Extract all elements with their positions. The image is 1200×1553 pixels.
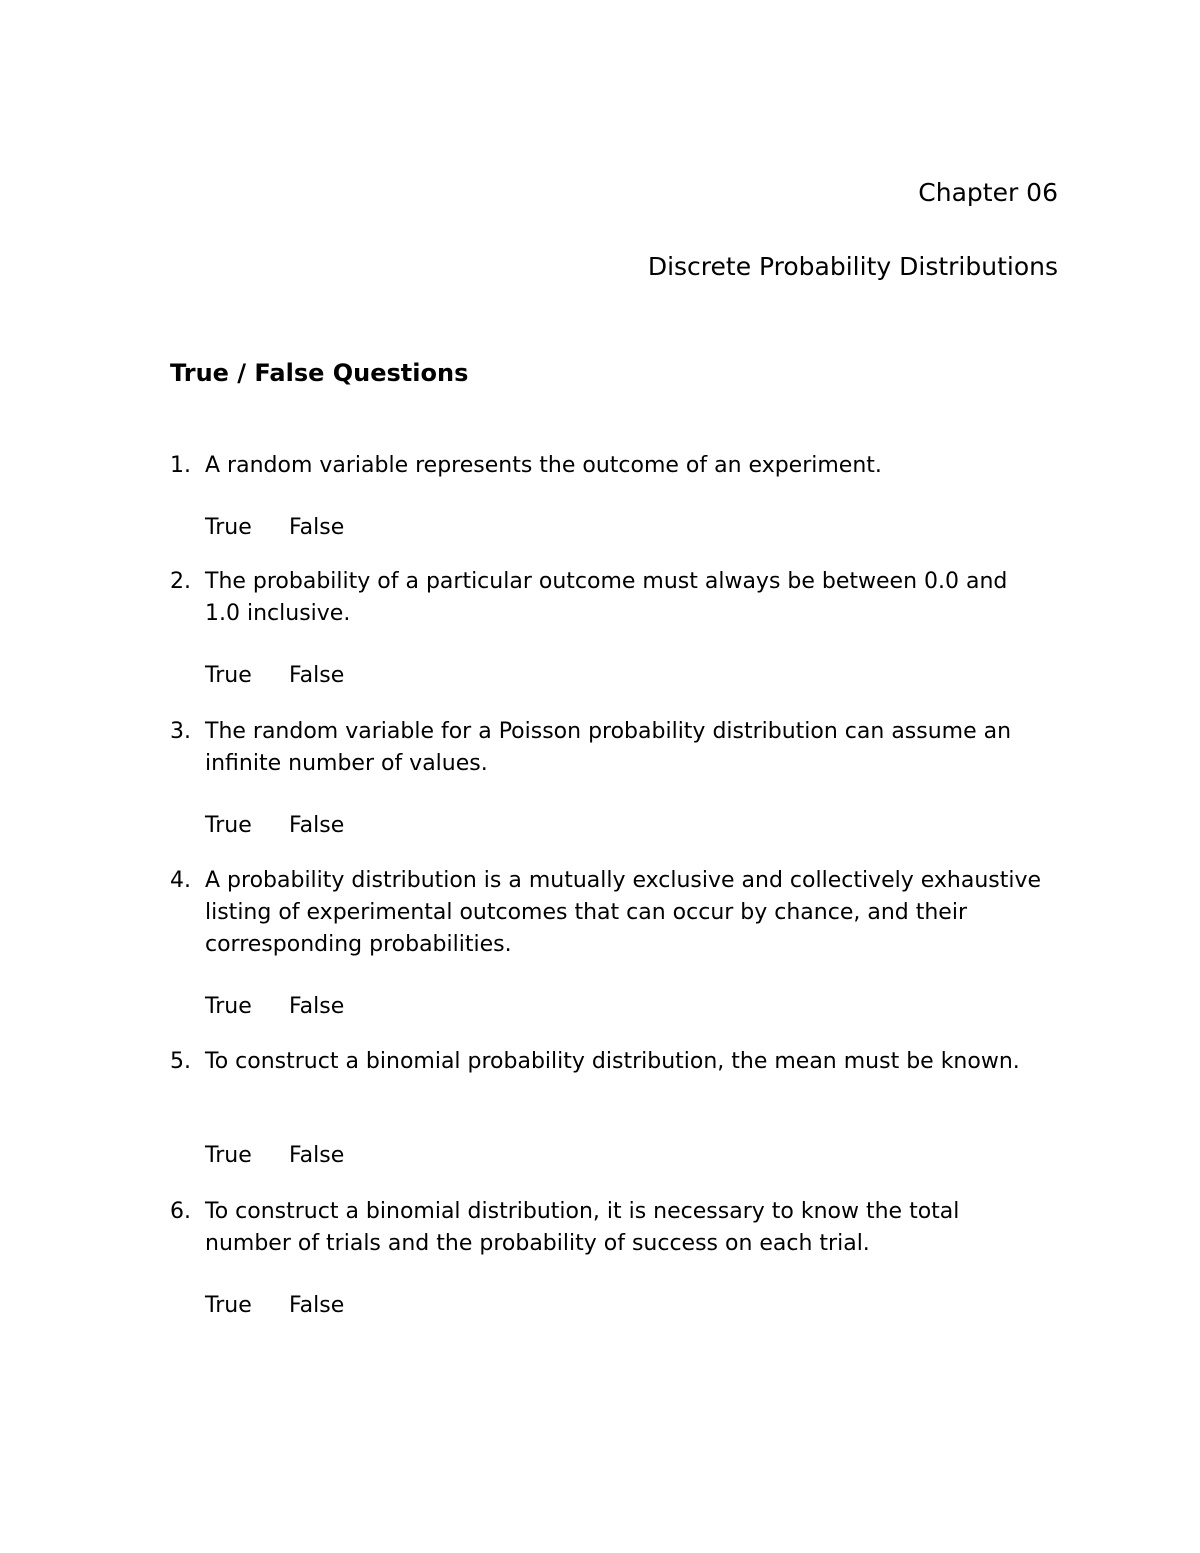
true-false-options bbox=[205, 512, 344, 544]
question-number: 4. bbox=[170, 868, 191, 893]
question-number: 6. bbox=[170, 1199, 191, 1224]
question-text: The probability of a particular outcome must always be between 0.0 and 1.0 inclusive. bbox=[205, 569, 1008, 626]
question-number: 1. bbox=[170, 453, 191, 478]
true-false-options bbox=[205, 1140, 344, 1172]
option-true: True bbox=[205, 1143, 252, 1168]
question-number: 2. bbox=[170, 569, 191, 594]
option-true: True bbox=[205, 813, 252, 838]
question-text: A probability distribution is a mutually exclusive and collectively exhaustive listing of experimental outcomes that can occur by chance, and their corresponding probabilities. bbox=[205, 868, 1042, 957]
question-text: To construct a binomial probability distribution, the mean must be known. bbox=[205, 1049, 1020, 1074]
question-number: 5. bbox=[170, 1049, 191, 1074]
option-false: False bbox=[289, 1143, 345, 1168]
question-text: The random variable for a Poisson probability distribution can assume an infinite number of values. bbox=[205, 719, 1012, 776]
option-false: False bbox=[289, 994, 345, 1019]
option-true: True bbox=[205, 1293, 252, 1318]
option-true: True bbox=[205, 515, 252, 540]
option-false: False bbox=[289, 663, 345, 688]
question-text: To construct a binomial distribution, it is necessary to know the total number of trials and the probability of success on each trial. bbox=[205, 1199, 960, 1256]
option-true: True bbox=[205, 663, 252, 688]
option-false: False bbox=[289, 515, 345, 540]
true-false-options bbox=[205, 660, 344, 692]
option-false: False bbox=[289, 813, 345, 838]
true-false-options bbox=[205, 1290, 344, 1322]
true-false-options bbox=[205, 810, 344, 842]
option-false: False bbox=[289, 1293, 345, 1318]
question-number: 3. bbox=[170, 719, 191, 744]
true-false-options bbox=[205, 991, 344, 1023]
question-text: A random variable represents the outcome of an experiment. bbox=[205, 453, 882, 478]
chapter-subtitle: Discrete Probability Distributions bbox=[647, 252, 1058, 281]
chapter-title: Chapter 06 bbox=[918, 178, 1058, 207]
section-heading: True / False Questions bbox=[170, 359, 469, 387]
option-true: True bbox=[205, 994, 252, 1019]
